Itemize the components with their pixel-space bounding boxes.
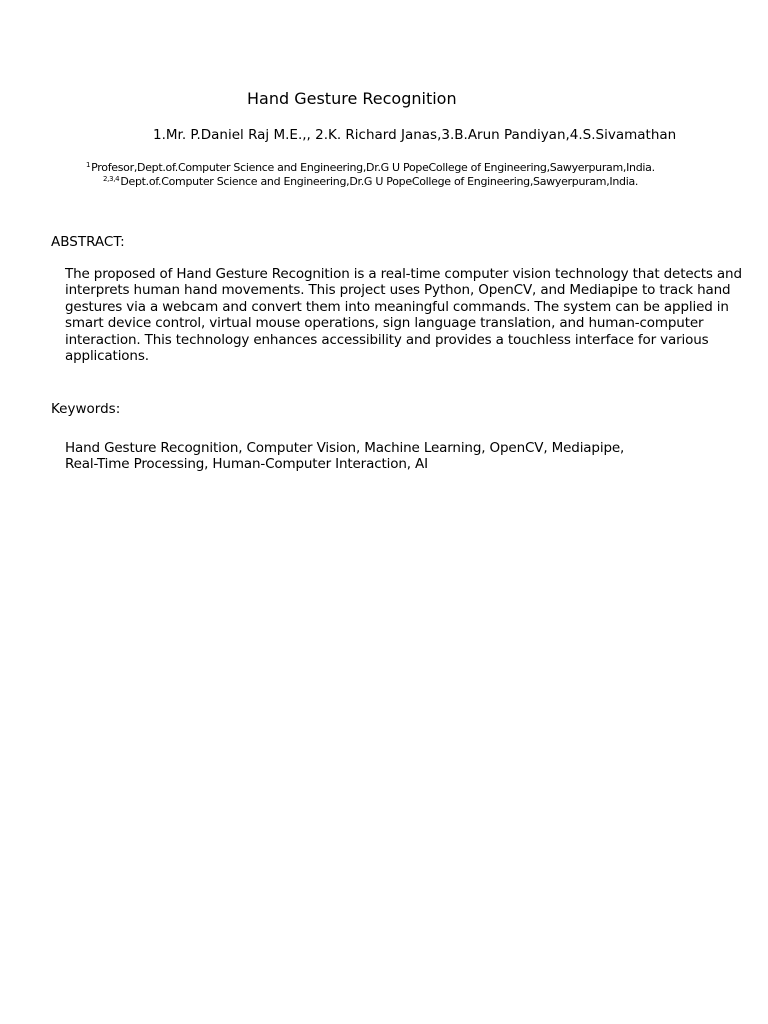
affiliation-1-marker: 1 [86, 161, 91, 169]
affiliation-2-marker: 2,3,4 [103, 175, 120, 183]
abstract-line: The proposed of Hand Gesture Recognition is a real-time computer vision technology that detects and [65, 266, 742, 282]
abstract-line: interprets human hand movements. This project uses Python, OpenCV, and Mediapipe to track hand [65, 282, 731, 299]
keywords-body [65, 440, 624, 473]
abstract-line: interaction. This technology enhances accessibility and provides a touchless interface for various [65, 331, 709, 348]
affiliation-1-text: Profesor,Dept.of.Computer Science and Engineering,Dr.G U PopeCollege of Engineering,Sawyerpuram,India. [91, 161, 655, 174]
affiliation-2-text: Dept.of.Computer Science and Engineering,Dr.G U PopeCollege of Engineering,Sawyerpuram,India. [120, 175, 639, 188]
author-list: 1.Mr. P.Daniel Raj M.E.,, 2.K. Richard Janas,3.B.Arun Pandiyan,4.S.Sivamathan [153, 127, 677, 143]
abstract-body [65, 266, 742, 365]
abstract-line: smart device control, virtual mouse operations, sign language translation, and human-computer [65, 315, 704, 332]
keywords-heading: Keywords: [51, 401, 121, 417]
abstract-line: applications. [65, 348, 149, 365]
abstract-heading: ABSTRACT: [51, 234, 125, 250]
paper-title: Hand Gesture Recognition [247, 89, 457, 108]
affiliation-2 [103, 175, 638, 188]
keywords-line: Real-Time Processing, Human-Computer Interaction, AI [65, 456, 428, 473]
abstract-line: gestures via a webcam and convert them into meaningful commands. The system can be applied in [65, 298, 729, 315]
keywords-line: Hand Gesture Recognition, Computer Vision, Machine Learning, OpenCV, Mediapipe, [65, 440, 625, 456]
affiliation-1 [86, 161, 655, 174]
